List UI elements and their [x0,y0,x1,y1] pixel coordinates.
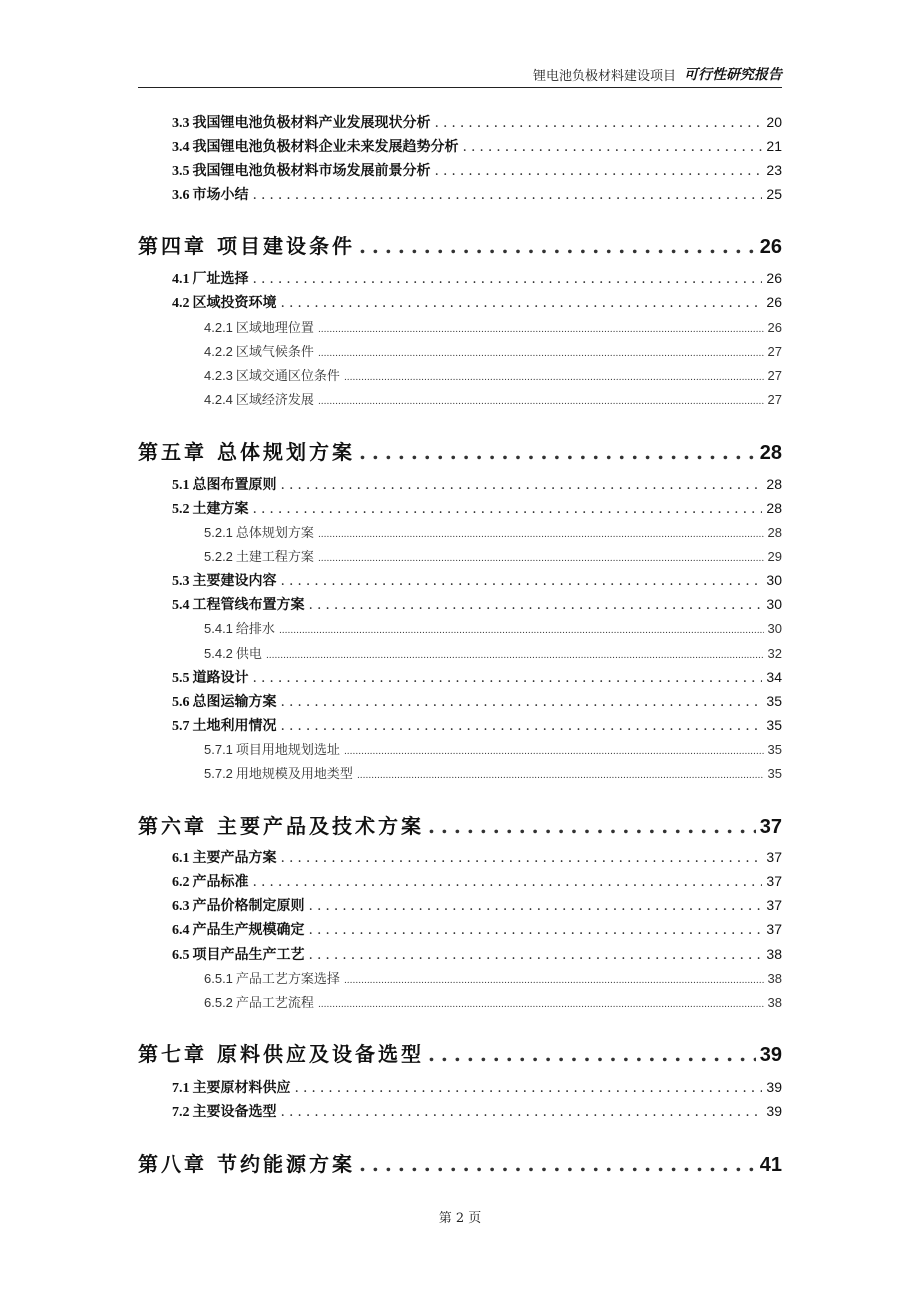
toc-entry-number: 4.2.1 [204,320,233,335]
toc-entry-number: 5.6 [172,695,190,710]
toc-entry[interactable] [138,546,782,568]
toc-entry-number: 5.3 [172,574,190,589]
toc-entry-title: 区域交通区位条件 [235,369,340,384]
toc-dot-leader [281,573,763,589]
toc-entry-title: 主要设备选型 [192,1104,277,1120]
toc-entry-page: 38 [767,971,782,986]
toc-entry-title: 第六章 主要产品及技术方案 [138,814,424,838]
toc-entry-page: 20 [766,114,782,130]
toc-entry-page: 38 [767,995,782,1010]
toc-entry-number: 5.7.2 [204,766,233,781]
toc-dot-leader [253,187,763,203]
toc-entry[interactable] [138,136,782,158]
toc-entry-number: 5.1 [172,478,190,493]
toc-entry[interactable] [138,389,782,411]
toc-dot-leader [253,271,763,287]
toc-dot-leader [359,1152,756,1176]
page-header [138,62,782,88]
toc-dot-leader [253,670,763,686]
toc-entry-title: 总体规划方案 [235,526,314,541]
toc-entry-page: 25 [766,186,782,202]
toc-entry-page: 28 [766,476,782,492]
toc-entry-title: 市场小结 [192,187,249,203]
toc-entry-number: 5.2.1 [204,525,233,540]
toc-dot-leader [428,814,756,838]
toc-entry-page: 39 [759,1044,782,1066]
toc-entry-title: 第八章 节约能源方案 [138,1152,355,1176]
toc-entry-number: 7.2 [172,1105,190,1120]
toc-dot-leader [318,349,764,359]
toc-entry-page: 26 [766,270,782,286]
toc-entry-title: 土建工程方案 [235,550,314,565]
toc-entry-title: 产品价格制定原则 [192,898,305,914]
toc-entry-number: 6.5.2 [204,995,233,1010]
toc-dot-leader [318,397,764,407]
toc-dot-leader [279,626,764,636]
toc-entry-number: 4.2.2 [204,344,233,359]
toc-entry[interactable] [138,895,782,917]
toc-dot-leader [344,373,764,383]
toc-entry-title: 厂址选择 [192,271,249,287]
toc-dot-leader [359,234,756,258]
toc-dot-leader [435,163,763,179]
toc-entry[interactable] [138,184,782,206]
toc-dot-leader [309,922,763,938]
toc-entry[interactable] [138,847,782,869]
toc-dot-leader [281,477,763,493]
toc-entry-page: 28 [766,500,782,516]
toc-dot-leader [281,718,763,734]
toc-dot-leader [266,651,764,661]
toc-dot-leader [318,325,764,335]
toc-entry[interactable] [138,160,782,182]
toc-entry[interactable] [138,871,782,893]
toc-entry-number: 6.2 [172,875,190,890]
toc-dot-leader [281,295,763,311]
toc-entry-number: 6.3 [172,899,190,914]
toc-dot-leader [281,694,763,710]
toc-entry-page: 38 [766,946,782,962]
toc-entry-page: 39 [766,1103,782,1119]
toc-dot-leader [463,139,763,155]
toc-entry-title: 我国锂电池负极材料市场发展前景分析 [192,163,431,179]
toc-dot-leader [428,1042,756,1066]
toc-entry-page: 41 [759,1154,782,1176]
toc-entry-page: 35 [767,766,782,781]
toc-entry[interactable] [138,498,782,520]
toc-entry-title: 区域地理位置 [235,321,314,336]
toc-chapter-entry[interactable] [138,1148,782,1176]
toc-entry[interactable] [138,268,782,290]
toc-entry-title: 总图布置原则 [192,477,277,493]
toc-entry-page: 35 [766,717,782,733]
toc-entry[interactable] [138,365,782,387]
toc-entry-page: 35 [767,742,782,757]
toc-entry-title: 用地规模及用地类型 [235,767,353,782]
toc-entry-number: 3.6 [172,188,190,203]
toc-entry-number: 5.5 [172,671,190,686]
toc-dot-leader [359,440,756,464]
toc-entry[interactable] [138,919,782,941]
toc-entry-title: 第五章 总体规划方案 [138,440,355,464]
toc-entry-page: 29 [767,549,782,564]
toc-chapter-entry[interactable] [138,230,782,258]
toc-entry-title: 区域投资环境 [192,295,277,311]
toc-entry-title: 区域经济发展 [235,393,314,408]
toc-entry-title: 第七章 原料供应及设备选型 [138,1042,424,1066]
toc-entry-number: 5.4.2 [204,646,233,661]
toc-dot-leader [435,115,763,131]
toc-dot-leader [281,1104,763,1120]
toc-entry[interactable] [138,341,782,363]
toc-chapter-entry[interactable] [138,436,782,464]
toc-entry-title: 产品工艺方案选择 [235,972,340,987]
toc-dot-leader [309,898,763,914]
toc-entry-page: 28 [767,525,782,540]
toc-entry-title: 主要建设内容 [192,573,277,589]
toc-entry-page: 27 [767,392,782,407]
toc-entry-number: 7.1 [172,1081,190,1096]
toc-entry-page: 37 [766,897,782,913]
toc-dot-leader [318,1000,764,1010]
toc-entry-number: 5.4.1 [204,621,233,636]
toc-entry-title: 道路设计 [192,670,249,686]
toc-entry-title: 土地利用情况 [192,718,277,734]
toc-entry-title: 项目产品生产工艺 [192,947,305,963]
toc-dot-leader [357,771,764,781]
toc-chapter-entry[interactable] [138,810,782,838]
toc-chapter-entry[interactable] [138,1038,782,1066]
toc-entry-page: 35 [766,693,782,709]
toc-entry-page: 37 [766,849,782,865]
toc-dot-leader [309,597,763,613]
toc-entry[interactable] [138,618,782,640]
toc-entry-title: 我国锂电池负极材料企业未来发展趋势分析 [192,139,459,155]
toc-entry-number: 4.1 [172,272,190,287]
toc-entry-page: 39 [766,1079,782,1095]
toc-entry[interactable] [138,715,782,737]
toc-entry-title: 产品生产规模确定 [192,922,305,938]
toc-entry-title: 供电 [235,647,262,662]
toc-entry[interactable] [138,522,782,544]
toc-entry-title: 第四章 项目建设条件 [138,234,355,258]
toc-entry-page: 30 [767,621,782,636]
toc-entry-number: 6.4 [172,923,190,938]
toc-entry-page: 34 [766,669,782,685]
toc-entry-number: 6.1 [172,851,190,866]
toc-entry-title: 产品工艺流程 [235,996,314,1011]
toc-entry[interactable] [138,594,782,616]
toc-dot-leader [318,530,764,540]
toc-entry-page: 21 [766,138,782,154]
toc-dot-leader [318,554,764,564]
toc-entry-page: 27 [767,368,782,383]
toc-entry[interactable] [138,292,782,314]
toc-entry-title: 区域气候条件 [235,345,314,360]
toc-entry[interactable] [138,739,782,761]
toc-entry-title: 主要产品方案 [192,850,277,866]
toc-entry-page: 28 [759,442,782,464]
toc-entry-page: 32 [767,646,782,661]
toc-entry-title: 我国锂电池负极材料产业发展现状分析 [192,115,431,131]
toc-entry-page: 26 [767,320,782,335]
toc-entry-page: 23 [766,162,782,178]
toc-entry-title: 产品标准 [192,874,249,890]
toc-entry-page: 37 [766,873,782,889]
toc-entry-number: 5.2 [172,502,190,517]
toc-entry-title: 总图运输方案 [192,694,277,710]
toc-dot-leader [295,1080,763,1096]
toc-entry-number: 6.5 [172,948,190,963]
toc-entry-number: 5.7 [172,719,190,734]
toc-entry-title: 项目用地规划选址 [235,743,340,758]
toc-dot-leader [309,947,763,963]
toc-entry-number: 4.2.4 [204,392,233,407]
toc-entry-page: 37 [759,816,782,838]
toc-entry-number: 3.5 [172,164,190,179]
toc-entry-page: 26 [766,294,782,310]
toc-entry-page: 30 [766,572,782,588]
toc-entry[interactable] [138,643,782,665]
toc-entry-title: 土建方案 [192,501,249,517]
toc-entry[interactable] [138,570,782,592]
toc-dot-leader [344,747,764,757]
toc-entry[interactable] [138,112,782,134]
toc-entry[interactable] [138,317,782,339]
toc-entry[interactable] [138,944,782,966]
toc-entry-number: 3.4 [172,140,190,155]
toc-entry[interactable] [138,667,782,689]
toc-entry[interactable] [138,968,782,990]
toc-entry[interactable] [138,1101,782,1123]
toc-entry-number: 4.2.3 [204,368,233,383]
toc-entry-page: 27 [767,344,782,359]
header-document-title: 锂电池负极材料建设项目 [532,69,676,84]
toc-dot-leader [253,501,763,517]
toc-entry-title: 工程管线布置方案 [192,597,305,613]
toc-entry[interactable] [138,763,782,785]
toc-entry[interactable] [138,691,782,713]
toc-entry[interactable] [138,474,782,496]
toc-entry-number: 5.7.1 [204,742,233,757]
toc-entry-number: 3.3 [172,116,190,131]
page-number: 第 2 页 [438,1211,482,1226]
toc-entry[interactable] [138,992,782,1014]
toc-entry-number: 4.2 [172,296,190,311]
toc-entry[interactable] [138,1077,782,1099]
toc-entry-title: 给排水 [235,622,275,637]
toc-entry-number: 6.5.1 [204,971,233,986]
toc-entry-number: 5.2.2 [204,549,233,564]
header-document-kind: 可行性研究报告 [684,67,782,83]
toc-entry-page: 37 [766,921,782,937]
toc-entry-number: 5.4 [172,598,190,613]
toc-dot-leader [281,850,763,866]
toc-dot-leader [344,976,764,986]
toc-entry-title: 主要原材料供应 [192,1080,291,1096]
toc-dot-leader [253,874,763,890]
toc-entry-page: 26 [759,236,782,258]
toc-entry-page: 30 [766,596,782,612]
